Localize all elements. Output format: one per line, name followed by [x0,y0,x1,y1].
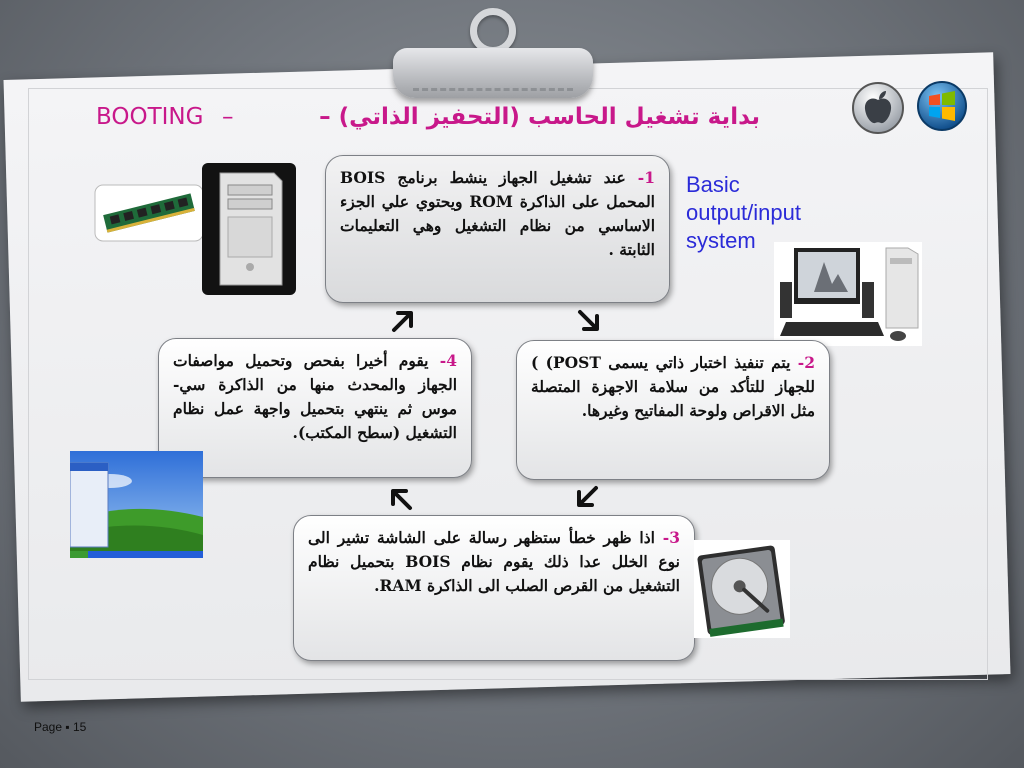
step-2-box [516,340,830,480]
arrow-step4-to-step1-icon [388,306,418,336]
hard-drive-icon [694,540,790,638]
page-label: Page [34,720,63,734]
windows-logo-icon [916,80,968,132]
step-4-number: 4- [439,351,457,370]
step-2-text: يتم تنفيذ اختبار ذاتي يسمى POST) ) للجهاز للتأكد من سلامة الاجهزة المتصلة مثل الاقراص ولوحة المفاتيح وغيرها. [531,353,815,420]
apple-logo-icon [850,80,906,136]
title-dash: – [222,104,234,130]
page-separator: ▪ [65,720,70,734]
slide-title [96,104,776,140]
step-3-number: 3- [662,528,680,547]
step-1-text: عند تشغيل الجهاز ينشط برنامج BOIS المحمل على الذاكرة ROM ويحتوي علي الجزء الاساسي من نظام التشغيل وهي التعليمات الثابتة . [340,168,655,259]
page-number: 15 [72,720,87,734]
step-2-number: 2- [797,353,815,372]
arrow-step1-to-step2-icon [574,306,604,336]
clip-stitch [413,88,573,91]
arrow-step2-to-step3-icon [572,482,602,512]
desktop-computer-icon [774,242,922,346]
step-4-box [158,338,472,478]
bios-note: Basic output/input system [686,172,801,253]
step-3-text: اذا ظهر خطأ ستظهر رسالة على الشاشة تشير الى نوع الخلل عدا ذلك يقوم نظام BOIS بتحميل نظام التشغيل من القرص الصلب الى الذاكرة RAM. [308,528,680,595]
page-footer [34,720,86,734]
arrow-step3-to-step4-icon [386,484,416,514]
ram-stick-icon [94,184,204,242]
title-arabic: بداية تشغيل الحاسب (التحفيز الذاتي) – [319,104,760,130]
step-4-text: يقوم أخيرا بفحص وتحميل مواصفات الجهاز والمحدث منها من الذاكرة سي- موس ثم ينتهي بتحميل واجهة عمل نظام التشغيل (سطح المكتب). [173,351,457,442]
windows-desktop-icon [70,451,203,558]
step-1-box [325,155,670,303]
step-1-number: 1- [637,168,655,187]
pc-tower-icon [202,163,296,295]
step-3-box [293,515,695,661]
title-english: BOOTING [96,104,204,130]
